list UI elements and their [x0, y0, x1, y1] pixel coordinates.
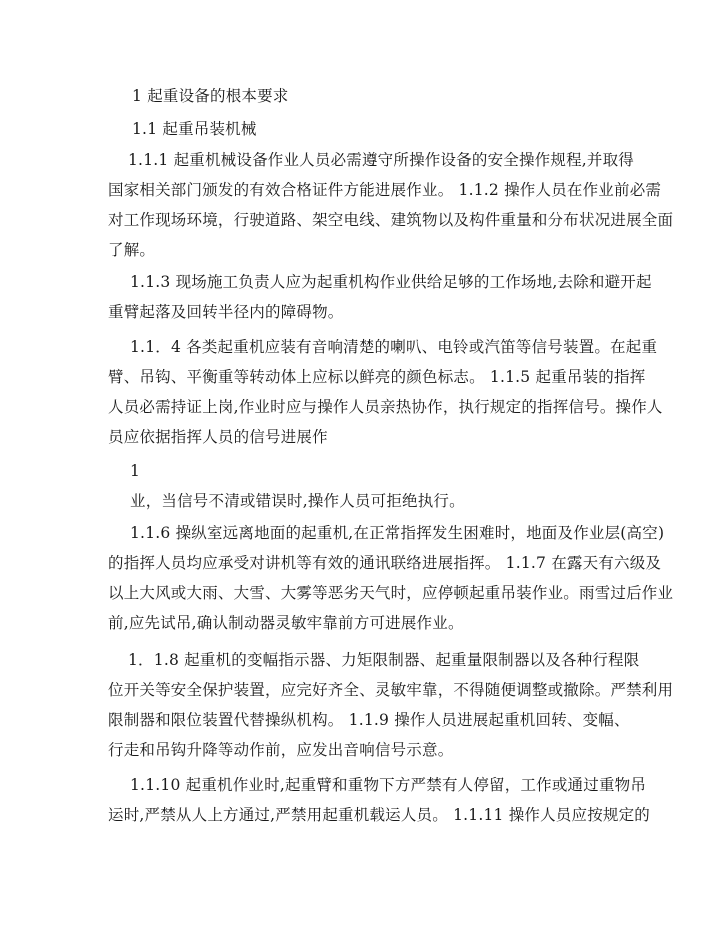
paragraph-line: 人员必需持证上岗,作业时应与操作人员亲热协作，执行规定的指挥信号。操作人 [108, 398, 663, 416]
paragraph-line: 位开关等安全保护装置，应完好齐全、灵敏牢靠，不得随便调整或撤除。严禁利用 [108, 681, 674, 699]
paragraph-line: 重臂起落及回转半径内的障碍物。 [108, 303, 344, 321]
paragraph-line: 1．1.8 起重机的变幅指示器、力矩限制器、起重量限制器以及各种行程限 [128, 651, 640, 669]
paragraph-line: 1.1.6 操纵室远离地面的起重机,在正常指挥发生困难时，地面及作业层(高空) [130, 524, 665, 542]
paragraph-line: 对工作现场环境，行驶道路、架空电线、建筑物以及构件重量和分布状况进展全面 [108, 211, 674, 229]
page-number: 1 [130, 462, 141, 480]
section-heading: 1 起重设备的根本要求 [132, 87, 289, 105]
paragraph-line: 业，当信号不清或错误时,操作人员可拒绝执行。 [130, 492, 465, 510]
paragraph-line: 国家相关部门颁发的有效合格证件方能进展作业。 1.1.2 操作人员在作业前必需 [108, 181, 662, 199]
paragraph-line: 前,应先试吊,确认制动器灵敏牢靠前方可进展作业。 [108, 614, 464, 632]
paragraph-line: 1.1.3 现场施工负责人应为起重机构作业供给足够的工作场地,去除和避开起 [130, 273, 652, 291]
paragraph-line: 1.1.10 起重机作业时,起重臂和重物下方严禁有人停留，工作或通过重物吊 [130, 776, 647, 794]
paragraph-line: 的指挥人员均应承受对讲机等有效的通讯联络进展指挥。 1.1.7 在露天有六级及 [108, 554, 662, 572]
paragraph-line: 了解。 [108, 241, 156, 259]
paragraph-line: 以上大风或大雨、大雪、大雾等恶劣天气时，应停顿起重吊装作业。雨雪过后作业 [108, 584, 674, 602]
paragraph-line: 限制器和限位装置代替操纵机构。 1.1.9 操作人员进展起重机回转、变幅、 [108, 711, 630, 729]
paragraph-line: 员应依据指挥人员的信号进展作 [108, 428, 328, 446]
subsection-heading: 1.1 起重吊装机械 [132, 120, 257, 138]
paragraph-line: 臂、吊钩、平衡重等转动体上应标以鲜亮的颜色标志。 1.1.5 起重吊装的指挥 [108, 368, 646, 386]
paragraph-line: 1.1.1 起重机械设备作业人员必需遵守所操作设备的安全操作规程,并取得 [128, 151, 634, 169]
paragraph-line: 1.1．4 各类起重机应装有音响清楚的喇叭、电铃或汽笛等信号装置。在起重 [130, 338, 658, 356]
paragraph-line: 行走和吊钩升降等动作前，应发出音响信号示意。 [108, 741, 454, 759]
paragraph-line: 运时,严禁从人上方通过,严禁用起重机载运人员。 1.1.11 操作人员应按规定的 [108, 806, 651, 824]
